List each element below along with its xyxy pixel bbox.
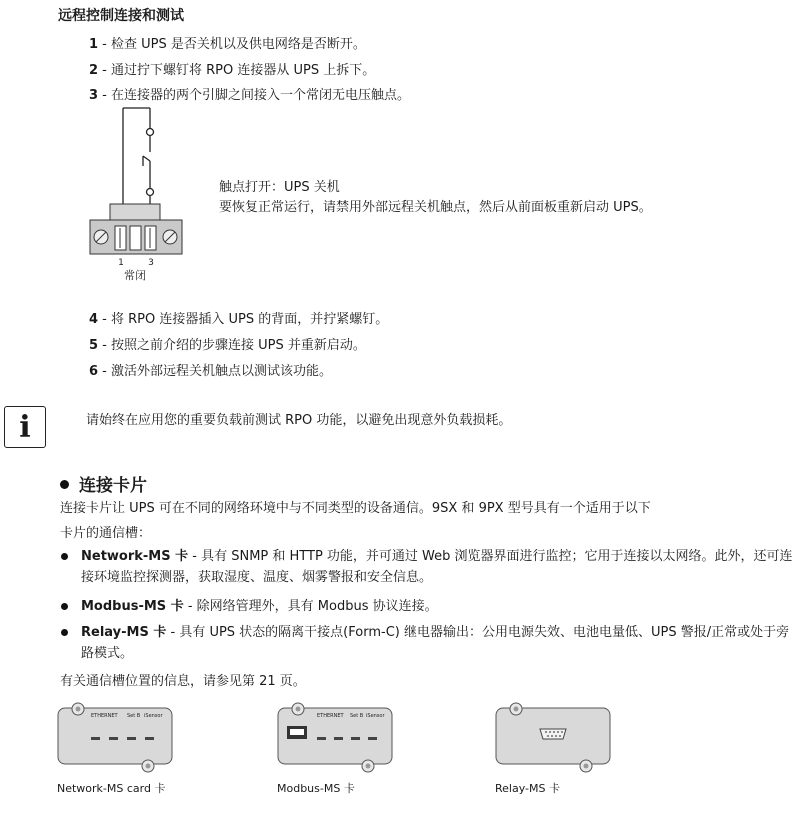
bullet-dot-icon — [61, 603, 68, 610]
bullet-relay-ms: Relay-MS 卡 - 具有 UPS 状态的隔离干接点(Form-C) 继电器输出：公用电源失效、电池电量低、UPS 警报/正常或处于旁路模式。 — [81, 625, 790, 661]
svg-text:iSensor: iSensor — [366, 713, 385, 719]
rpo-connector-diagram — [85, 104, 195, 286]
network-ms-caption: Network-MS card 卡 — [57, 782, 166, 795]
intro-line-1: 连接卡片让 UPS 可在不同的网络环境中与不同类型的设备通信。9SX 和 9PX 型号具有一个适用于以下 — [60, 501, 651, 516]
intro-line-2: 卡片的通信槽： — [60, 526, 152, 541]
terminal-block — [90, 204, 182, 254]
relay-ms-caption: Relay-MS 卡 — [495, 782, 560, 795]
step-5: 5 - 按照之前介绍的步骤连接 UPS 并重新启动。 — [89, 338, 366, 353]
info-text: 请始终在应用您的重要负载前测试 RPO 功能，以避免出现意外负载损耗。 — [86, 413, 512, 428]
note-restore: 要恢复正常运行，请禁用外部远程关机触点，然后从前面板重新启动 UPS。 — [219, 200, 652, 215]
bullet-dot-icon — [60, 480, 69, 489]
step-6: 6 - 激活外部远程关机触点以测试该功能。 — [89, 364, 333, 379]
svg-text:Set B: Set B — [127, 713, 141, 719]
network-ms-card-illustration — [57, 700, 175, 775]
normally-closed-label: 常闭 — [124, 269, 146, 282]
modbus-ms-caption: Modbus-MS 卡 — [277, 782, 355, 795]
pin-3-label: 3 — [148, 258, 154, 268]
relay-ms-card — [495, 700, 613, 796]
pin-1-label: 1 — [118, 258, 124, 268]
bullet-dot-icon — [61, 553, 68, 560]
bullet-network-ms: Network-MS 卡 - 具有 SNMP 和 HTTP 功能，并可通过 Web 浏览器界面进行监控；它用于连接以太网络。此外，还可连接环境监控探测器，获取湿度、温度、烟雾警报和安全信息。 — [81, 549, 793, 585]
section-heading: 远程控制连接和测试 — [58, 8, 184, 24]
svg-text:ETHERNET: ETHERNET — [91, 713, 118, 719]
svg-text:Set B: Set B — [350, 713, 364, 719]
relay-ms-card-illustration — [495, 700, 613, 775]
step-2: 2 - 通过拧下螺钉将 RPO 连接器从 UPS 上拆下。 — [89, 63, 376, 78]
bullet-modbus-ms: Modbus-MS 卡 - 除网络管理外，具有 Modbus 协议连接。 — [81, 599, 438, 614]
svg-text:ETHERNET: ETHERNET — [317, 713, 344, 719]
slot-reference: 有关通信槽位置的信息，请参见第 21 页。 — [60, 674, 306, 689]
step-1: 1 - 检查 UPS 是否关机以及供电网络是否断开。 — [89, 37, 366, 52]
step-3: 3 - 在连接器的两个引脚之间接入一个常闭无电压触点。 — [89, 88, 411, 103]
modbus-ms-card-illustration — [277, 700, 395, 775]
network-ms-card — [57, 700, 175, 796]
section-title: 连接卡片 — [60, 471, 147, 496]
modbus-ms-card — [277, 700, 395, 796]
note-contact-open: 触点打开：UPS 关机 — [219, 180, 340, 195]
info-icon: i — [4, 406, 46, 448]
svg-text:iSensor: iSensor — [144, 713, 163, 719]
step-4: 4 - 将 RPO 连接器插入 UPS 的背面，并拧紧螺钉。 — [89, 312, 389, 327]
bullet-dot-icon — [61, 629, 68, 636]
contact-wire — [123, 108, 154, 204]
